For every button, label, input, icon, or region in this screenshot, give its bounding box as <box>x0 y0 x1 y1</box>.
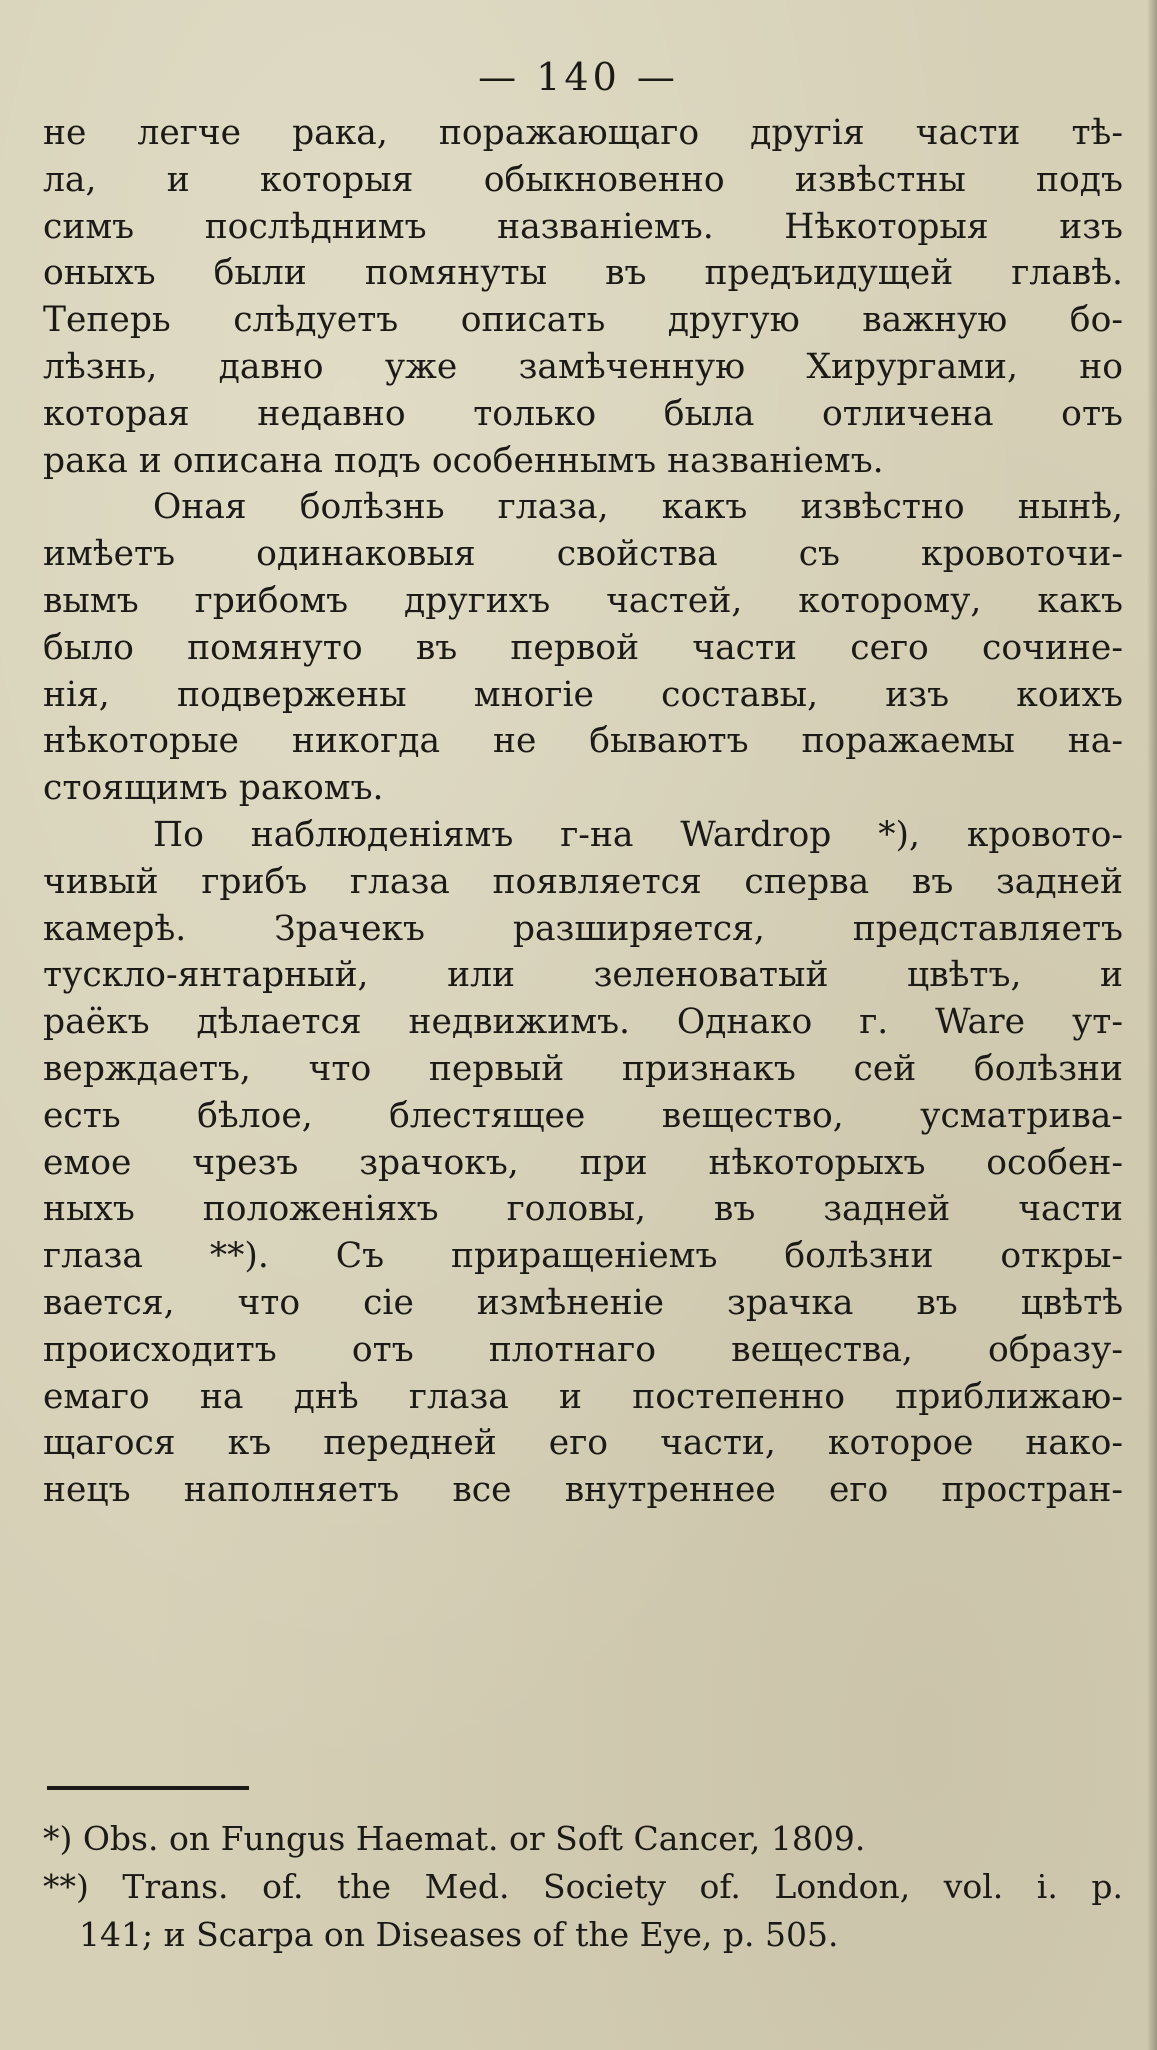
text-line: не легче рака, поражающаго другія части тѣ- <box>43 113 1123 153</box>
footnote-2: **) Trans. of. the Med. Society of. London, vol. i. p. <box>43 1867 1123 1906</box>
text-line: стоящимъ ракомъ. <box>43 768 384 809</box>
paragraph-start-line: По наблюденіямъ г-на Wardrop *), кровото- <box>153 814 1123 855</box>
text-line: Теперь слѣдуетъ описать другую важную бо- <box>43 300 1123 341</box>
text-line: тускло-янтарный, или зеленоватый цвѣтъ, и <box>43 955 1123 996</box>
body-text <box>43 110 1123 1514</box>
text-line: глаза **). Съ приращеніемъ болѣзни откры- <box>43 1236 1123 1277</box>
page-number: — 140 — <box>478 55 679 99</box>
text-line: которая недавно только была отличена отъ <box>43 393 1123 434</box>
page-edge-shadow <box>1147 0 1157 2050</box>
text-line: рака и описана подъ особеннымъ названіемъ. <box>43 440 884 481</box>
text-line: чивый грибъ глаза появляется сперва въ задней <box>43 861 1123 902</box>
text-line: лѣзнь, давно уже замѣченную Хирургами, но <box>43 346 1123 387</box>
footnote-2-continuation: 141; и Scarpa on Diseases of the Eye, p. 505. <box>79 1915 839 1954</box>
text-line: щагося къ передней его части, которое нако- <box>43 1423 1123 1464</box>
text-line: было помянуто въ первой части сего сочине- <box>43 627 1123 668</box>
footnote-1: *) Obs. on Fungus Haemat. or Soft Cancer, 1809. <box>43 1819 866 1858</box>
footnote-separator <box>47 1786 249 1790</box>
text-line: верждаетъ, что первый признакъ сей болѣзни <box>43 1048 1123 1089</box>
text-line: вается, что сіе измѣненіе зрачка въ цвѣтѣ <box>43 1282 1123 1323</box>
text-line: ныхъ положеніяхъ головы, въ задней части <box>43 1189 1123 1230</box>
text-line: емаго на днѣ глаза и постепенно приближаю- <box>43 1376 1123 1417</box>
text-line: симъ послѣднимъ названіемъ. Нѣкоторыя изъ <box>43 206 1123 247</box>
text-line: раёкъ дѣлается недвижимъ. Однако г. Ware ут- <box>43 1002 1123 1043</box>
text-line: имѣетъ одинаковыя свойства съ кровоточи- <box>43 534 1123 575</box>
text-line: нецъ наполняетъ все внутреннее его простран- <box>43 1470 1123 1511</box>
text-line: есть бѣлое, блестящее вещество, усматрива- <box>43 1095 1123 1136</box>
text-line: нія, подвержены многіе составы, изъ коихъ <box>43 674 1123 715</box>
text-line: ла, и которыя обыкновенно извѣстны подъ <box>43 159 1123 200</box>
text-line: емое чрезъ зрачокъ, при нѣкоторыхъ особен- <box>43 1142 1123 1183</box>
text-line: оныхъ были помянуты въ предъидущей главѣ. <box>43 253 1123 294</box>
text-line: камерѣ. Зрачекъ разширяется, представляетъ <box>43 908 1123 949</box>
paragraph-start-line: Оная болѣзнь глаза, какъ извѣстно нынѣ, <box>153 487 1123 528</box>
text-line: нѣкоторые никогда не бываютъ поражаемы на- <box>43 721 1123 762</box>
footnotes <box>43 1815 1123 1959</box>
text-line: происходитъ отъ плотнаго вещества, образу- <box>43 1329 1123 1370</box>
text-line: вымъ грибомъ другихъ частей, которому, какъ <box>43 580 1123 621</box>
